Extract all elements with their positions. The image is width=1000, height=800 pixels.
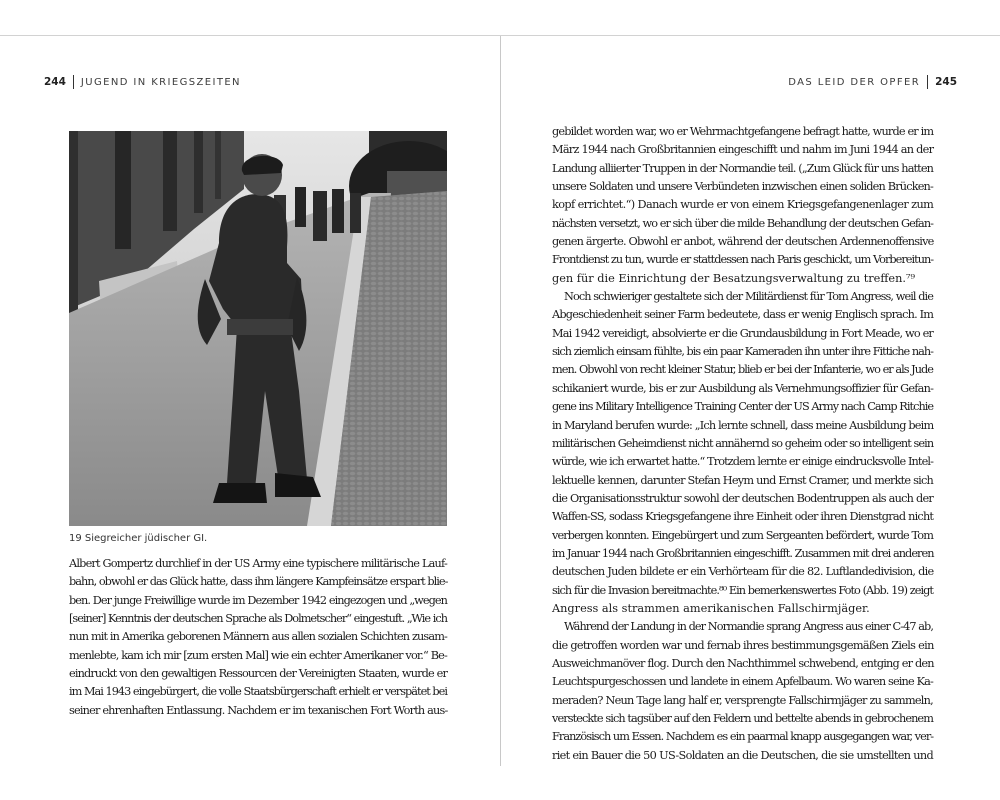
text-line: schikaniert wurde, bis er zur Ausbildung als Vernehmungsoffizier für Gefan- bbox=[552, 381, 934, 395]
text-line: kopf errichtet.“) Danach wurde er von einem Kriegsgefangenenlager zum bbox=[552, 198, 934, 212]
left-running-header bbox=[44, 74, 241, 90]
text-line: eindruckt von den gewaltigen Ressourcen der Vereinigten Staaten, wurde er bbox=[69, 667, 447, 681]
text-line: in Maryland berufen wurde: „Ich lernte schnell, dass meine Ausbildung beim bbox=[552, 418, 934, 432]
text-line: deutschen Juden bildete er ein Verhörteam für die 82. Luftlandedivision, die bbox=[552, 565, 934, 579]
text-line: Mai 1942 vereidigt, absolvierte er die Grundausbildung in Fort Meade, wo er bbox=[552, 326, 933, 340]
right-page-number: 245 bbox=[935, 76, 957, 88]
figure-caption: 19 Siegreicher jüdischer GI. bbox=[69, 533, 208, 544]
text-line: militärischen Geheimdienst nicht annähernd so geheim oder so intelligent sein bbox=[552, 436, 934, 450]
text-line: Albert Gompertz durchlief in der US Army eine typischere militärische Lauf- bbox=[69, 557, 447, 570]
right-running-header bbox=[788, 74, 957, 90]
text-line: die getroffen worden war und fernab ihres bestimmungsgemäßen Ziels ein bbox=[552, 638, 934, 652]
text-line: [seiner] Kenntnis der deutschen Sprache als Dolmetscher“ eingestuft. „Wie ich bbox=[69, 612, 447, 626]
header-separator bbox=[927, 75, 928, 89]
right-running-title: DAS LEID DER OPFER bbox=[788, 76, 921, 88]
text-line: riet ein Bauer die 50 US-Soldaten an die Deutschen, die sie umstellten und bbox=[552, 748, 933, 762]
text-line: gen für die Einrichtung der Besatzungsverwaltung zu treffen.⁷⁹ bbox=[552, 271, 915, 285]
header-separator bbox=[73, 75, 74, 89]
text-line: Ausweichmanöver flog. Durch den Nachthimmel schwebend, entging er den bbox=[552, 656, 934, 670]
text-line: bahn, obwohl er das Glück hatte, dass ihm längere Kampfeinsätze erspart blie- bbox=[69, 575, 448, 589]
text-line: Abgeschiedenheit seiner Farm bedeutete, dass er wenig Englisch sprach. Im bbox=[552, 308, 934, 322]
text-line: Noch schwieriger gestaltete sich der Militärdienst für Tom Angress, weil die bbox=[564, 290, 933, 304]
text-line: Französisch um Essen. Nachdem es ein paarmal knapp ausgegangen war, ver- bbox=[552, 730, 934, 744]
text-line: versteckte sich tagsüber auf den Feldern und bettelte abends in gebrochenem bbox=[552, 712, 933, 725]
text-line: nun mit in Amerika geborenen Männern aus allen sozialen Schichten zusam- bbox=[69, 630, 447, 644]
text-line: Frontdienst zu tun, wurde er stattdessen nach Paris geschickt, um Vorbereitun- bbox=[552, 253, 934, 267]
figure-photo-soldier bbox=[69, 131, 447, 526]
text-line: seiner ehrenhaften Entlassung. Nachdem er im texanischen Fort Worth aus- bbox=[69, 703, 448, 717]
text-line: Leuchtspurgeschossen und landete in einem Apfelbaum. Wo waren seine Ka- bbox=[552, 675, 933, 689]
text-line: die Organisationsstruktur sowohl der deutschen Bodentruppen als auch der bbox=[552, 491, 933, 505]
text-line: genen ärgerte. Obwohl er anbot, während der deutschen Ardennenoffensive bbox=[552, 235, 934, 249]
right-body-text bbox=[552, 123, 933, 765]
text-line: im Januar 1944 nach Großbritannien eingeschifft. Zusammen mit drei anderen bbox=[552, 546, 934, 560]
text-line: nächsten versetzt, wo er sich über die milde Behandlung der deutschen Gefan- bbox=[552, 216, 933, 230]
text-line: Waffen-SS, sodass Kriegsgefangene ihre Einheit oder ihren Dienstgrad nicht bbox=[552, 510, 934, 524]
left-body-text bbox=[69, 555, 447, 720]
text-line: Angress als strammen amerikanischen Fallschirmjäger. bbox=[552, 601, 870, 615]
page-gutter bbox=[500, 36, 501, 766]
text-line: lektuelle kennen, darunter Stefan Heym und Ernst Cramer, und merkte sich bbox=[552, 473, 934, 487]
text-line: gene ins Military Intelligence Training Center der US Army nach Camp Ritchie bbox=[552, 400, 934, 414]
text-line: unsere Soldaten und unsere Verbündeten inzwischen einen soliden Brücken- bbox=[552, 180, 933, 194]
text-line: gebildet worden war, wo er Wehrmachtgefangene befragt hatte, wurde er im bbox=[552, 125, 934, 138]
left-page-number: 244 bbox=[44, 76, 66, 88]
text-line: im Mai 1943 eingebürgert, die volle Staatsbürgerschaft erhielt er verspätet bei bbox=[69, 685, 447, 699]
text-line: men. Obwohl von recht kleiner Statur, blieb er bei der Infanterie, wo er als Jude bbox=[552, 363, 933, 377]
text-line: meraden? Neun Tage lang half er, versprengte Fallschirmjäger zu sammeln, bbox=[552, 693, 933, 707]
text-line: sich für die Invasion bereitmachte.⁸⁰ Ein bemerkenswertes Foto (Abb. 19) zeigt bbox=[552, 583, 933, 597]
text-line: März 1944 nach Großbritannien eingeschifft und nahm im Juni 1944 an der bbox=[552, 143, 934, 157]
text-line: würde, wie ich erwartet hatte.“ Trotzdem lernte er einige eindrucksvolle Intel- bbox=[552, 455, 933, 469]
text-line: menlebte, kam ich mir [zum ersten Mal] wie ein echter Amerikaner vor.“ Be- bbox=[69, 648, 447, 662]
text-line: Landung alliierter Truppen in der Normandie teil. („Zum Glück für uns hatten bbox=[552, 161, 933, 175]
text-line: ben. Der junge Freiwillige wurde im Dezember 1942 eingezogen und „wegen bbox=[69, 593, 447, 607]
text-line: sich ziemlich einsam fühlte, bis ein paar Kameraden ihn unter ihre Fittiche nah- bbox=[552, 345, 933, 359]
left-running-title: JUGEND IN KRIEGSZEITEN bbox=[80, 76, 241, 88]
text-line: verbergen konnten. Eingebürgert und zum Sergeanten befördert, wurde Tom bbox=[552, 528, 933, 542]
text-line: Während der Landung in der Normandie sprang Angress aus einer C-47 ab, bbox=[564, 620, 933, 634]
